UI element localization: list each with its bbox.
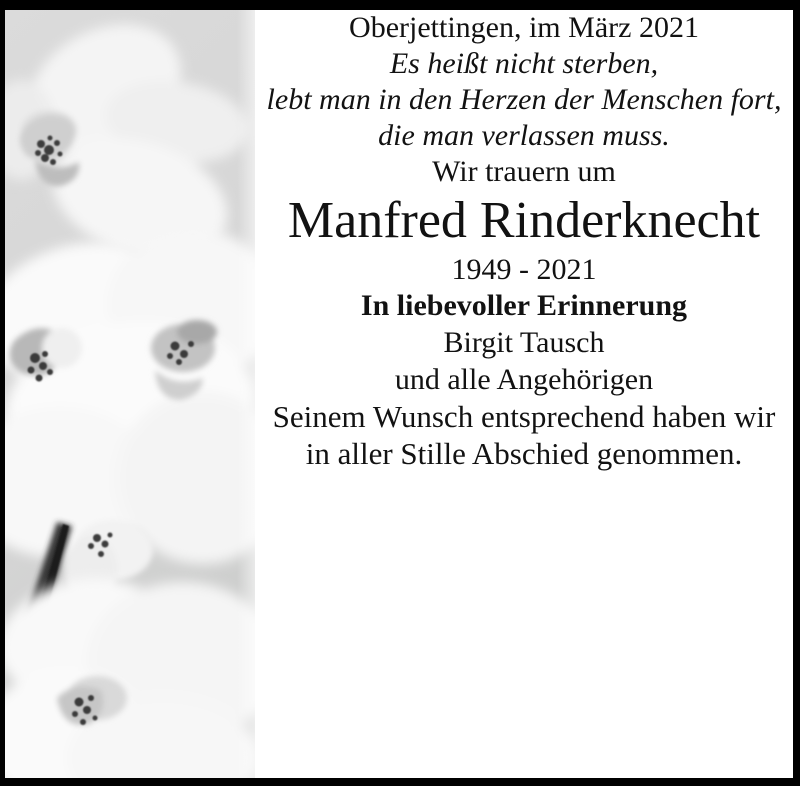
mourner-line-1: Birgit Tausch: [443, 326, 605, 359]
verse-line-3: die man verlassen muss.: [378, 119, 670, 152]
mourning-intro: Wir trauern um: [432, 155, 616, 188]
orchid-photo: [5, 10, 255, 778]
life-years: 1949 - 2021: [451, 253, 597, 286]
memorial-verse: [255, 46, 793, 154]
notice-text-column: [255, 10, 793, 778]
verse-line-1: Es heißt nicht sterben,: [389, 47, 659, 80]
closing-line-1: Seinem Wunsch entsprechend haben wir: [272, 399, 776, 434]
verse-line-2: lebt man in den Herzen der Menschen fort,: [266, 83, 782, 116]
remembrance-line: In liebevoller Erinnerung: [360, 289, 688, 322]
closing-note: [255, 398, 793, 472]
obituary-notice: [5, 10, 793, 778]
orchid-photo-graphic: [5, 10, 255, 778]
closing-line-2: in aller Stille Abschied genommen.: [305, 436, 743, 471]
dateline: Oberjettingen, im März 2021: [349, 11, 699, 44]
mourner-line-2: und alle Angehörigen: [394, 363, 654, 396]
deceased-name: Manfred Rinderknecht: [287, 192, 761, 249]
mourners: [255, 324, 793, 398]
